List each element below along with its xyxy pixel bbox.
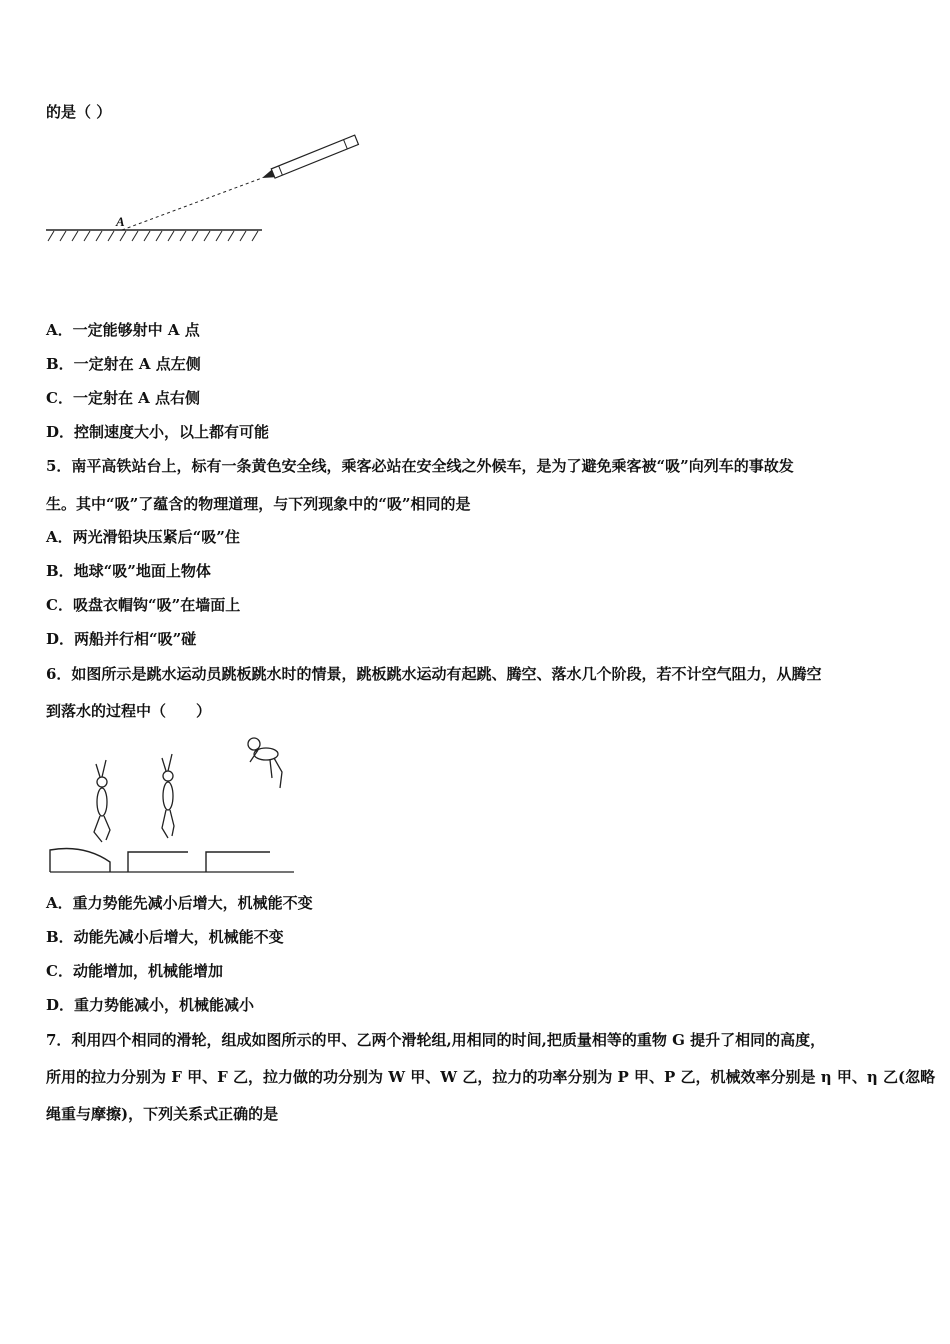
aim-dashed-line bbox=[122, 178, 262, 230]
q6-option-c: C．动能增加，机械能增加 bbox=[46, 962, 223, 980]
point-a-label: A bbox=[116, 214, 125, 229]
q7-stem-line3: 绳重与摩擦)，下列关系式正确的是 bbox=[46, 1105, 279, 1123]
q7-stem-line1: 7．利用四个相同的滑轮，组成如图所示的甲、乙两个滑轮组,用相同的时间,把质量相等的重物 G 提升了相同的高度， bbox=[46, 1031, 826, 1049]
q5-option-a: A．两光滑铅块压紧后“吸”住 bbox=[46, 528, 240, 546]
q4-option-d: D．控制速度大小，以上都有可能 bbox=[46, 423, 270, 441]
diver-tumble-figure bbox=[248, 738, 282, 788]
q6-option-a: A．重力势能先减小后增大，机械能不变 bbox=[46, 894, 313, 912]
q6-option-b: B．动能先减小后增大，机械能不变 bbox=[46, 928, 284, 946]
q5-stem-line1: 5．南平高铁站台上，标有一条黄色安全线，乘客必站在安全线之外候车，是为了避免乘客被“吸”向列车的事故发 bbox=[46, 457, 794, 475]
diver-takeoff-figure bbox=[94, 760, 110, 842]
platform-1 bbox=[128, 852, 188, 872]
springboard bbox=[50, 849, 110, 873]
platform-2 bbox=[206, 852, 270, 872]
q5-option-d: D．两船并行相“吸”碰 bbox=[46, 630, 197, 648]
pen-aim-figure bbox=[40, 128, 370, 248]
q4-option-c: C．一定射在 A 点右侧 bbox=[46, 389, 201, 407]
q4-option-b: B．一定射在 A 点左侧 bbox=[46, 355, 201, 373]
q6-stem-line2: 到落水的过程中（ ） bbox=[46, 702, 212, 720]
q7-stem-line2: 所用的拉力分别为 F 甲、F 乙，拉力做的功分别为 W 甲、W 乙，拉力的功率分别为 P 甲、P 乙，机械效率分别是 η 甲、η 乙(忽略 bbox=[46, 1068, 936, 1086]
q4-tail-text: 的是（ ） bbox=[46, 103, 112, 121]
q4-option-a: A．一定能够射中 A 点 bbox=[46, 321, 200, 339]
ground-line bbox=[46, 230, 262, 241]
diver-figure bbox=[44, 732, 304, 878]
diver-airborne-figure bbox=[162, 754, 174, 838]
q5-option-b: B．地球“吸”地面上物体 bbox=[46, 562, 211, 580]
q6-stem-line1: 6．如图所示是跳水运动员跳板跳水时的情景，跳板跳水运动有起跳、腾空、落水几个阶段，若不计空气阻力，从腾空 bbox=[46, 665, 822, 683]
q5-option-c: C．吸盘衣帽钩“吸”在墙面上 bbox=[46, 596, 241, 614]
q5-stem-line2: 生。其中“吸”了蕴含的物理道理，与下列现象中的“吸”相同的是 bbox=[46, 495, 471, 513]
q6-option-d: D．重力势能减小，机械能减小 bbox=[46, 996, 255, 1014]
pen-icon bbox=[260, 135, 358, 182]
